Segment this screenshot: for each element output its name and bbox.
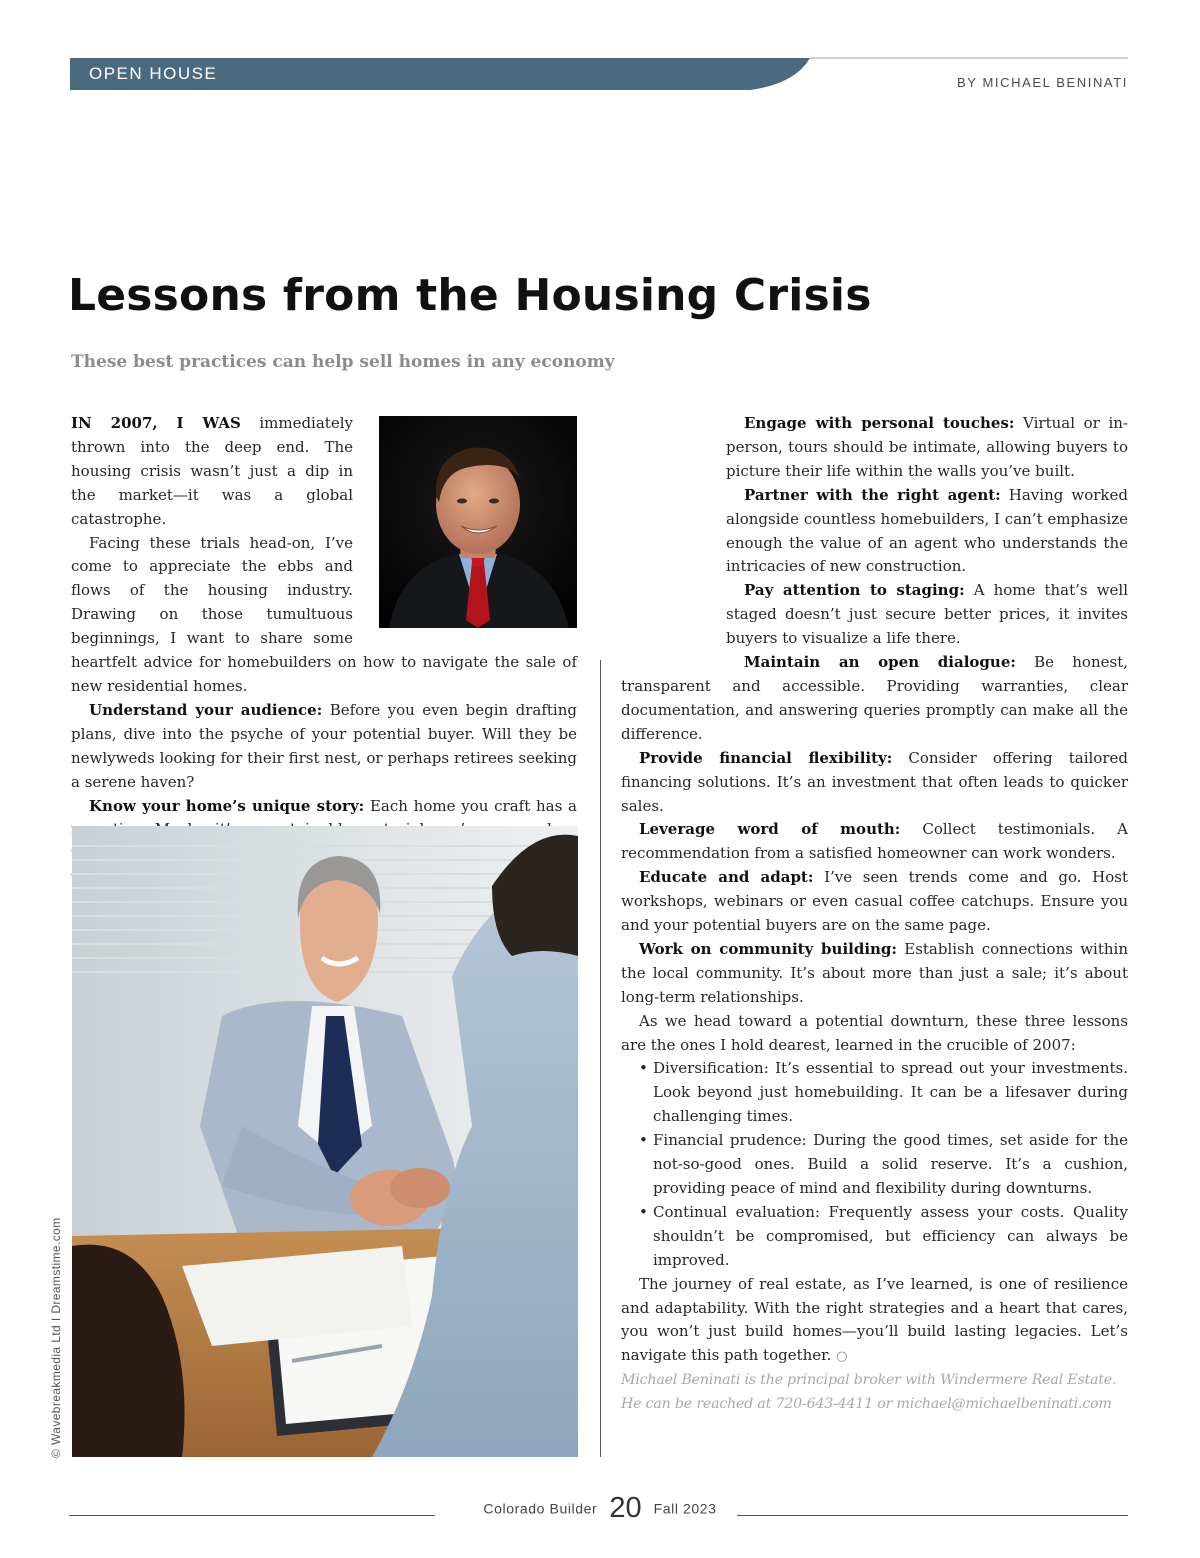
left-column: [71, 412, 577, 890]
tip-body: Establish connections within the local community. It’s about more than just a sale; it’s about long-term relationships.: [621, 939, 1128, 1006]
tip-body: Virtual or in-person, tours should be intimate, allowing buyers to picture their life within the walls you’ve built.: [726, 414, 1128, 480]
tip-body: Consider offering tailored financing solutions. It’s an investment that often leads to quicker sales.: [621, 748, 1128, 815]
tip-heading: Engage with personal touches:: [744, 414, 1015, 432]
section-label: OPEN HOUSE: [89, 64, 218, 83]
issue-label: Fall 2023: [653, 1500, 717, 1517]
photo-credit: © Wavebreakmedia Ltd I Dreamstime.com: [49, 1217, 63, 1458]
page-number: 20: [609, 1492, 642, 1524]
tip-heading: Partner with the right agent:: [744, 485, 1001, 504]
bio-line: Michael Beninati is the principal broker with Windermere Real Estate.: [621, 1372, 1117, 1388]
lessons-list: [621, 1057, 1128, 1272]
tip-paragraph: [621, 818, 1128, 866]
tip-heading: Educate and adapt:: [639, 868, 814, 887]
tip-heading: Maintain an open dialogue:: [744, 653, 1016, 672]
lead-caps: IN 2007, I WAS: [71, 414, 241, 432]
tip-paragraph: [71, 699, 577, 795]
tip-heading: Know your home’s unique story:: [89, 796, 365, 815]
tip-body: Be honest, transparent and accessible. Providing warranties, clear documentation, and answering queries promptly can make all the difference.: [621, 653, 1128, 743]
tip-body: Each home you craft has a: [369, 796, 577, 815]
float-spacer: [621, 412, 726, 652]
tip-paragraph: [621, 866, 1128, 938]
tip-heading: Pay attention to staging:: [744, 581, 965, 600]
author-bio: [621, 1368, 1131, 1416]
publication-name: Colorado Builder: [483, 1500, 598, 1517]
tip-body: Before you even begin drafting plans, dive into the psyche of your potential buyer. Will they be newlyweds looking for their first nest, or perhaps retirees seeking a serene haven?: [71, 700, 577, 791]
column-divider: [600, 660, 601, 1457]
closing-paragraph: [621, 1273, 1128, 1370]
tip-body: Collect testimonials. A recommendation from a satisfied homeowner can work wonders.: [621, 820, 1128, 863]
tip-body: A home that’s well staged doesn’t just secure better prices, it invites buyers to visualize a life there.: [726, 581, 1128, 648]
bio-line: He can be reached at 720-643-4411 or michael@michaelbeninati.com: [621, 1396, 1112, 1412]
tip-heading: Work on community building:: [639, 939, 897, 958]
tip-heading: Understand your audience:: [89, 700, 323, 719]
list-item: • Continual evaluation: Frequently assess your costs. Quality shouldn’t be compromised, but efficiency can always be improved.: [641, 1201, 1128, 1273]
closing-text: The journey of real estate, as I’ve learned, is one of resilience and adaptability. With the right strategies and a heart that cares, you won’t just build homes—you’ll build lasting legacies. Let’s navigate this path together.: [621, 1274, 1128, 1365]
author-portrait: [379, 416, 577, 628]
tip-body: I’ve seen trends come and go. Host workshops, webinars or even casual coffee catchups. Ensure you and your potential buyers are on the same page.: [621, 868, 1129, 935]
article-subtitle: These best practices can help sell homes in any economy: [71, 352, 615, 372]
right-column: [621, 412, 1128, 1369]
lessons-intro: As we head toward a potential downturn, these three lessons are the ones I hold dearest, learned in the crucible of 2007:: [621, 1011, 1128, 1054]
tip-paragraph: [621, 747, 1128, 819]
tip-heading: Provide financial flexibility:: [639, 748, 893, 767]
byline: BY MICHAEL BENINATI: [956, 75, 1128, 90]
paragraph-2: Facing these trials head-on, I’ve come to appreciate the ebbs and flows of the housing industry. Drawing on those tumultuous beginnings, I want to share some heartfelt advice for homebuilders on how to navigate the sale of new residential homes.: [71, 533, 577, 695]
list-item: • Diversification: It’s essential to spread out your investments. Look beyond just homebuilding. It can be a lifesaver during challenging times.: [641, 1057, 1128, 1129]
handshake-photo: [72, 826, 578, 1457]
list-item: • Financial prudence: During the good times, set aside for the not-so-good ones. Build a solid reserve. It’s a cushion, providing peace of mind and flexibility during downturns.: [641, 1129, 1128, 1201]
handshake-illustration: [72, 826, 578, 1457]
page-footer: [0, 1492, 1200, 1525]
article-title: Lessons from the Housing Crisis: [68, 270, 872, 321]
tip-paragraph: [621, 651, 1128, 747]
lead-text: immediately thrown into the deep end. The housing crisis wasn’t just a dip in the market—it was a global catastrophe.: [71, 414, 353, 528]
end-mark-icon: ○: [836, 1349, 848, 1365]
tip-heading: Leverage word of mouth:: [639, 820, 901, 839]
tip-paragraph: [621, 938, 1128, 1010]
tip-body: Having worked alongside countless homebuilders, I can’t emphasize enough the value of an agent who understands the intricacies of new construction.: [726, 485, 1129, 576]
